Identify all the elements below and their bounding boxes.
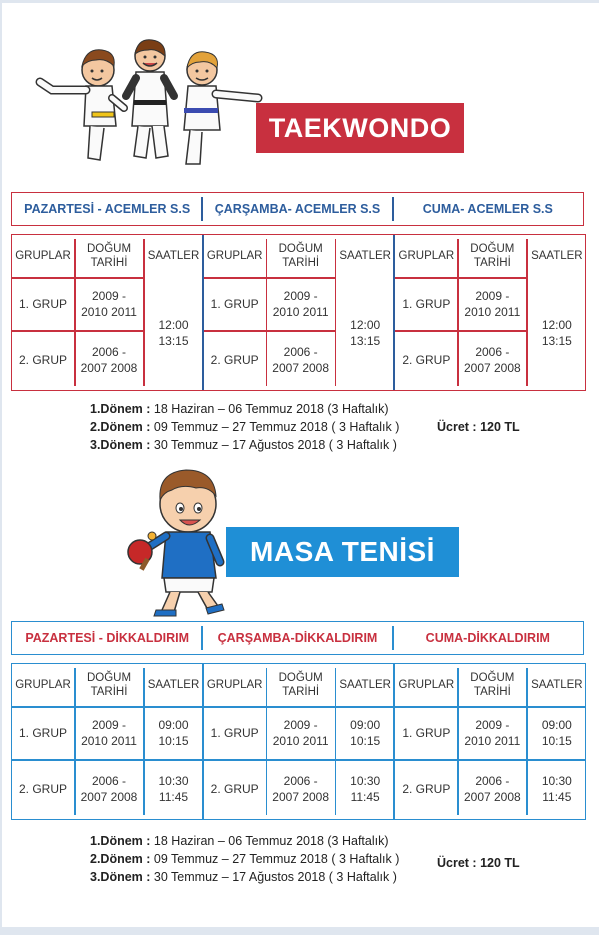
taekwondo-schedule-table xyxy=(11,234,586,391)
group-cell: 2. GRUP xyxy=(210,781,259,796)
taekwondo-periods xyxy=(90,400,399,454)
day-label: PAZARTESİ - DİKKALDIRIM xyxy=(25,631,189,645)
day-label: CUMA- ACEMLER S.S xyxy=(422,202,553,216)
period-dates: 30 Temmuz – 17 Ağustos 2018 ( 3 Haftalık ) xyxy=(150,870,397,884)
groups-header: GRUPLAR xyxy=(15,678,71,691)
page-frame-left xyxy=(0,0,2,935)
group-cell: 1. GRUP xyxy=(210,725,259,740)
birth-cell: 2009 - 2010 2011 xyxy=(272,717,329,748)
hours-cell: 12:00 13:15 xyxy=(350,317,381,348)
table-tennis-title-banner xyxy=(226,527,459,577)
day-friday xyxy=(393,622,583,654)
schedule-block-friday xyxy=(393,664,585,819)
day-monday xyxy=(12,193,202,225)
groups-header: GRUPLAR xyxy=(206,249,263,262)
day-label: ÇARŞAMBA-DİKKALDIRIM xyxy=(217,631,378,645)
birth-header: DOĞUM TARİHİ xyxy=(470,671,515,698)
birth-cell: 2009 - 2010 2011 xyxy=(81,288,137,319)
table-tennis-boy-illustration xyxy=(122,460,232,620)
taekwondo-title-banner xyxy=(256,103,464,153)
period-line xyxy=(90,868,399,886)
hours-cell: 09:00 10:15 xyxy=(158,717,189,748)
period-label: 3.Dönem : xyxy=(90,438,151,452)
hours-cell: 09:00 10:15 xyxy=(350,717,381,748)
birth-cell: 2006 - 2007 2008 xyxy=(80,344,138,375)
birth-header: DOĞUM TARİHİ xyxy=(278,242,323,269)
group-cell: 1. GRUP xyxy=(18,296,67,311)
page-frame-bottom xyxy=(0,927,599,935)
hours-header: SAATLER xyxy=(531,678,583,691)
period-label: 3.Dönem : xyxy=(90,870,151,884)
period-line xyxy=(90,418,399,436)
day-label: PAZARTESİ - ACEMLER S.S xyxy=(24,202,191,216)
period-dates: 18 Haziran – 06 Temmuz 2018 (3 Haftalık) xyxy=(150,402,389,416)
day-friday xyxy=(393,193,583,225)
group-cell: 1. GRUP xyxy=(402,296,451,311)
period-label: 1.Dönem : xyxy=(90,402,151,416)
group-cell: 2. GRUP xyxy=(18,352,67,367)
hours-cell: 10:30 11:45 xyxy=(350,773,381,804)
schedule-block-wednesday xyxy=(202,664,394,819)
hours-header: SAATLER xyxy=(147,249,200,262)
day-monday xyxy=(12,622,202,654)
birth-cell: 2006 - 2007 2008 xyxy=(272,344,330,375)
hours-header: SAATLER xyxy=(147,678,200,691)
schedule-block-monday xyxy=(12,235,202,390)
birth-cell: 2006 - 2007 2008 xyxy=(272,773,330,804)
table-tennis-days-header xyxy=(11,621,584,655)
period-line xyxy=(90,436,399,454)
period-line xyxy=(90,850,399,868)
day-label: CUMA-DİKKALDIRIM xyxy=(425,631,550,645)
period-line xyxy=(90,400,399,418)
birth-cell: 2009 - 2010 2011 xyxy=(272,288,329,319)
group-cell: 1. GRUP xyxy=(402,725,451,740)
period-label: 2.Dönem : xyxy=(90,852,151,866)
birth-cell: 2009 - 2010 2011 xyxy=(464,717,521,748)
birth-cell: 2009 - 2010 2011 xyxy=(81,717,137,748)
schedule-block-friday xyxy=(393,235,585,390)
birth-header: DOĞUM TARİHİ xyxy=(86,242,132,269)
hours-cell: 10:30 11:45 xyxy=(158,773,189,804)
table-tennis-fee: Ücret : 120 TL xyxy=(437,856,520,870)
hours-header: SAATLER xyxy=(339,678,391,691)
period-label: 1.Dönem : xyxy=(90,834,151,848)
group-cell: 2. GRUP xyxy=(18,781,67,796)
birth-cell: 2006 - 2007 2008 xyxy=(463,344,521,375)
groups-header: GRUPLAR xyxy=(398,678,455,691)
day-label: ÇARŞAMBA- ACEMLER S.S xyxy=(214,202,381,216)
taekwondo-fee: Ücret : 120 TL xyxy=(437,420,520,434)
group-cell: 1. GRUP xyxy=(210,296,259,311)
period-dates: 18 Haziran – 06 Temmuz 2018 (3 Haftalık) xyxy=(150,834,389,848)
taekwondo-kids-illustration xyxy=(30,38,265,168)
page-frame-top xyxy=(0,0,599,3)
period-dates: 30 Temmuz – 17 Ağustos 2018 ( 3 Haftalık ) xyxy=(150,438,397,452)
table-tennis-periods xyxy=(90,832,399,886)
period-dates: 09 Temmuz – 27 Temmuz 2018 ( 3 Haftalık ) xyxy=(150,420,400,434)
schedule-block-monday xyxy=(12,664,202,819)
groups-header: GRUPLAR xyxy=(15,249,71,262)
hours-cell: 09:00 10:15 xyxy=(541,717,572,748)
hours-cell: 12:00 13:15 xyxy=(541,317,572,348)
hours-cell: 10:30 11:45 xyxy=(541,773,572,804)
table-tennis-title: MASA TENİSİ xyxy=(250,536,435,567)
birth-header: DOĞUM TARİHİ xyxy=(86,671,132,698)
birth-cell: 2006 - 2007 2008 xyxy=(463,773,521,804)
period-line xyxy=(90,832,399,850)
hours-header: SAATLER xyxy=(339,249,391,262)
group-cell: 2. GRUP xyxy=(402,781,451,796)
taekwondo-days-header xyxy=(11,192,584,226)
birth-cell: 2006 - 2007 2008 xyxy=(80,773,138,804)
groups-header: GRUPLAR xyxy=(398,249,455,262)
taekwondo-title: TAEKWONDO xyxy=(268,112,452,143)
period-label: 2.Dönem : xyxy=(90,420,151,434)
table-tennis-schedule-table xyxy=(11,663,586,820)
group-cell: 1. GRUP xyxy=(18,725,67,740)
day-wednesday xyxy=(202,193,392,225)
birth-header: DOĞUM TARİHİ xyxy=(278,671,323,698)
day-wednesday xyxy=(202,622,392,654)
period-dates: 09 Temmuz – 27 Temmuz 2018 ( 3 Haftalık ) xyxy=(150,852,400,866)
birth-cell: 2009 - 2010 2011 xyxy=(464,288,521,319)
groups-header: GRUPLAR xyxy=(206,678,263,691)
hours-cell: 12:00 13:15 xyxy=(158,317,189,348)
group-cell: 2. GRUP xyxy=(210,352,259,367)
schedule-block-wednesday xyxy=(202,235,394,390)
birth-header: DOĞUM TARİHİ xyxy=(470,242,515,269)
group-cell: 2. GRUP xyxy=(402,352,451,367)
hours-header: SAATLER xyxy=(531,249,583,262)
